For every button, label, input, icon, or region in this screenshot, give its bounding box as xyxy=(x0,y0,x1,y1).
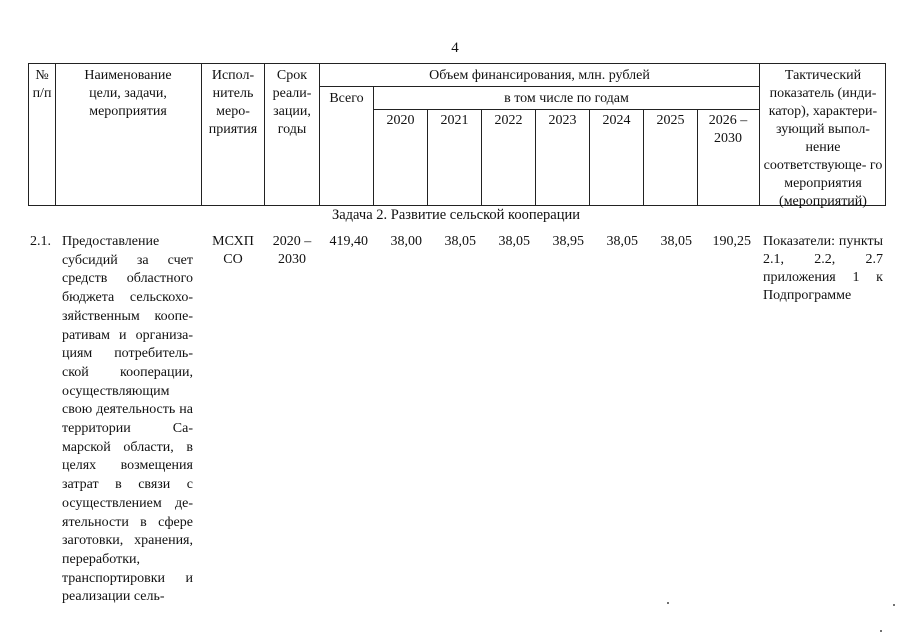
col-divider xyxy=(55,63,56,206)
row-value-2026-2030: 190,25 xyxy=(712,234,751,249)
header-by-years: в том числе по годам xyxy=(504,91,629,106)
row-executor: МСХП СО xyxy=(212,234,254,267)
header-year-2024: 2024 xyxy=(602,113,631,128)
row-description: Предоставление субсидий за счет средств областного бюджета сельскохозяйственным кооперативам и организациям потребительской кооперации, осуществляющим свою деятельность на территории Самарской области, в целях возмещения затрат в связи с осуществлением деятельности в сфере заготовки, хранения, переработки, транспортировки и реализации сель- xyxy=(62,234,193,605)
header-term: Срок реали- зации, годы xyxy=(272,68,312,137)
row-number: 2.1. xyxy=(30,234,51,249)
page-number: 4 xyxy=(451,40,459,56)
header-right-border xyxy=(885,63,886,206)
row-value-2021: 38,05 xyxy=(444,234,476,249)
header-name: Наименование цели, задачи, мероприятия xyxy=(84,68,172,119)
header-year-2022: 2022 xyxy=(494,113,523,128)
scan-speck xyxy=(893,604,895,606)
year-divider xyxy=(697,109,698,206)
row-value-2020: 38,00 xyxy=(390,234,422,249)
header-year-2025: 2025 xyxy=(656,113,685,128)
years-subheader-line xyxy=(373,109,760,110)
row-term: 2020 – 2030 xyxy=(272,234,312,267)
header-total: Всего xyxy=(329,91,364,106)
col-divider xyxy=(264,63,265,206)
header-top-border xyxy=(28,63,886,64)
row-value-2022: 38,05 xyxy=(498,234,530,249)
header-year-2021: 2021 xyxy=(440,113,469,128)
task-title: Задача 2. Развитие сельской кооперации xyxy=(331,207,581,223)
header-funding: Объем финансирования, млн. рублей xyxy=(429,68,650,83)
header-year-2026-2030: 2026 – 2030 xyxy=(708,113,748,146)
col-divider xyxy=(759,63,760,206)
col-divider xyxy=(201,63,202,206)
row-indicator: Показатели: пункты 2.1, 2.2, 2.7 приложения 1 к Подпрограмме xyxy=(763,234,883,303)
header-num: № п/п xyxy=(32,68,52,101)
header-indicator: Тактический показатель (инди- катор), характери- зующий выпол- нение соответствующе- го мероприятия (мероприятий) xyxy=(763,68,883,209)
funding-subheader-line xyxy=(319,86,760,87)
scan-speck xyxy=(667,602,669,604)
row-value-2024: 38,05 xyxy=(606,234,638,249)
header-bottom-border xyxy=(28,205,886,206)
row-value-2025: 38,05 xyxy=(660,234,692,249)
row-total: 419,40 xyxy=(329,234,368,249)
scan-speck xyxy=(880,630,882,632)
header-year-2023: 2023 xyxy=(548,113,577,128)
header-year-2020: 2020 xyxy=(386,113,415,128)
row-value-2023: 38,95 xyxy=(552,234,584,249)
header-executor: Испол- нитель меро- приятия xyxy=(208,68,258,137)
